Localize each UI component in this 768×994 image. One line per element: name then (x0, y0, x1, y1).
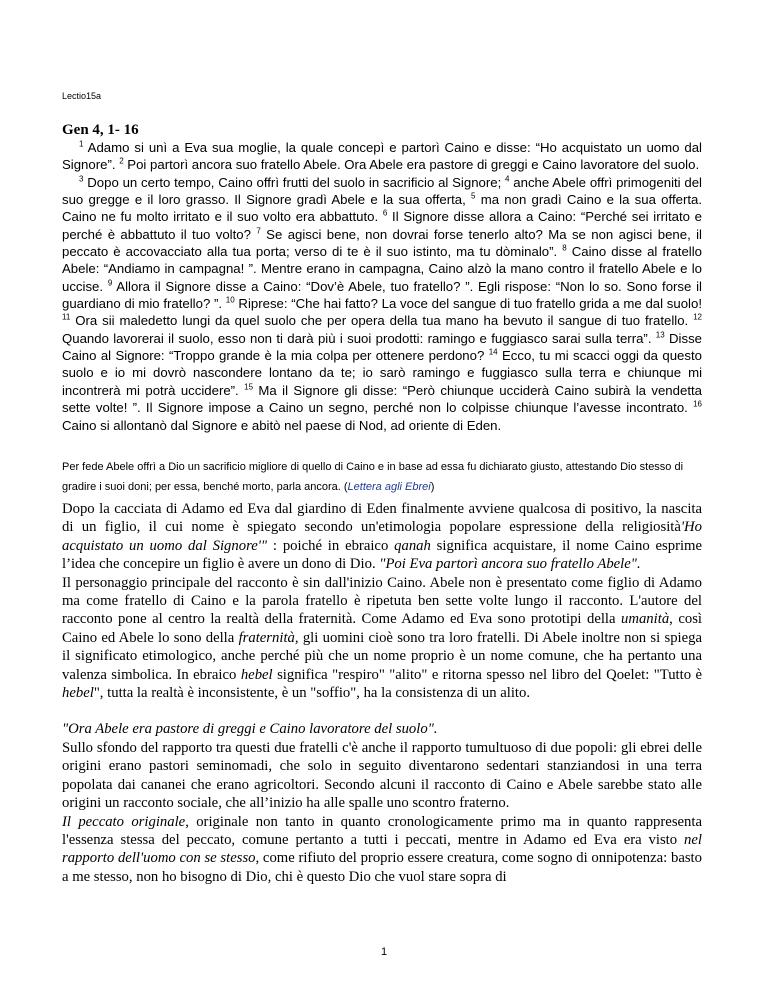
verse-text: Allora il Signore disse a Caino: “Dov’è Abele, tuo fratello? ”. Egli rispose: “Non lo so. Sono forse il guardiano di mio fratello? ”. (62, 278, 702, 312)
text-run: : poiché in ebraico (267, 537, 395, 554)
italic-run: nel rapporto dell'uomo con se stesso (62, 831, 702, 867)
verse-text: Quando lavorerai il suolo, esso non ti darà più i suoi prodotti: ramingo e fuggiasco sarai sulla terra”. (62, 330, 656, 346)
italic-run: hebel (62, 685, 94, 702)
verse-number: 1 (79, 139, 84, 149)
verse-number: 10 (225, 295, 235, 305)
italic-run: "Ora Abele era pastore di greggi e Caino lavoratore del suolo". (62, 721, 438, 738)
bible-passage (62, 139, 702, 434)
text-run: significa "respiro" "alito" e ritorna spesso nel libro del Qoelet: "Tutto è (272, 666, 702, 683)
text-run: Sullo sfondo del rapporto tra questi due fratelli c'è anche il rapporto tumultuoso di due popoli: gli ebrei delle origini erano pastori seminomadi, che solo in seguito diventarono sedentari stanziandosi in una terra popolata dai cananei che erano agricoltori. Secondo alcuni il racconto di Caino e Abele sarebbe stato alle origini un racconto sociale, che all’inizio ha alle spalle uno scontro fraterno. (62, 739, 702, 812)
verse-text: Se agisci bene, non dovrai forse tenerlo alto? Ma se non agisci bene, il peccato è accovacciato alla tua porta; verso di te è il suo istinto, ma tu dòminalo”. (62, 226, 702, 260)
commentary-paragraph-4 (62, 813, 702, 887)
quote-close: ) (430, 481, 435, 493)
verse-number: 2 (119, 156, 124, 166)
verse-text: Adamo si unì a Eva sua moglie, la quale concepì e partorì Caino e disse: “Ho acquistato un uomo dal Signore”. (62, 140, 702, 173)
verse-text: Riprese: “Che hai fatto? La voce del sangue di tuo fratello grida a me dal suolo! (234, 296, 702, 312)
commentary-paragraph-3 (62, 720, 702, 812)
text-run: ", tutta la realtà è inconsistente, è un "soffio", ha la consistenza di un alito. (93, 685, 530, 702)
passage-title: Gen 4, 1- 16 (62, 122, 139, 138)
text-run: , come rifiuto del proprio essere creatura, come sogno di onnipotenza: basto a me stesso, non ho bisogno di Dio, chi è questo Dio che vuol stare sopra di (62, 850, 702, 885)
verse-number: 12 (693, 313, 702, 323)
verse-number: 5 (471, 191, 476, 201)
bible-paragraph-1 (62, 139, 702, 174)
text-run: gli uomini cioè sono tra loro fratelli. Di Abele inoltre non si spiega il significato etimologico, anche perché più che un nome proprio è un nome comune, che ha pertanto una valenza simbolica. In ebraico (62, 629, 703, 683)
text-run: , originale non tanto in quanto cronologicamente primo ma in quanto rappresenta l'essenza stessa del peccato, comune pertanto a tutti i peccati, mentre in Adamo ed Eva era visto (62, 813, 702, 848)
italic-run: fraternità, (238, 629, 299, 646)
verse-number: 15 (244, 382, 254, 392)
header-label: Lectio15a (62, 91, 102, 101)
text-run: Il personaggio principale del racconto è sin dall'inizio Caino. Abele non è presentato come figlio di Adamo ma come fratello di Caino e la parola fratello è ripetuta ben sette volte lungo il racconto. L'autore del racconto pone al centro la realtà della fraternità. Come Adamo ed Eva sono prototipi della (62, 574, 702, 628)
epigraph-quote (62, 457, 702, 497)
verse-number: 4 (505, 174, 510, 184)
verse-text: Caino si allontanò dal Signore e abitò nel paese di Nod, ad oriente di Eden. (62, 417, 502, 433)
verse-number: 3 (79, 174, 84, 184)
italic-run: hebel (240, 666, 273, 683)
verse-number: 8 (562, 243, 567, 253)
verse-text: Ecco, tu mi scacci oggi da questo suolo e io mi dovrò nascondere lontano da te; io sarò ramingo e fuggiasco sulla terra e chiunque mi incontrerà mi potrà uccidere”. (62, 348, 702, 398)
italic-run: "Poi Eva partorì ancora suo fratello Abele". (379, 556, 641, 573)
verse-text: Il Signore disse allora a Caino: “Perché sei irritato e perché è abbattuto il tuo volto? (62, 209, 702, 242)
quote-text: Per fede Abele offrì a Dio un sacrificio migliore di quello di Caino e in base ad essa fu dichiarato giusto, attestando Dio stesso di gradire i suoi doni; per essa, benché morto, parla ancora. ( (62, 461, 684, 493)
quote-source-link[interactable]: Lettera agli Ebrei (347, 481, 431, 493)
verse-text: Caino disse al fratello Abele: “Andiamo in campagna! ”. Mentre erano in campagna, Caino alzò la mano contro il fratello Abele e lo uccise. (62, 244, 702, 294)
verse-number: 7 (256, 226, 261, 236)
verse-number: 13 (655, 330, 665, 340)
text-run: , così Caino ed Abele lo sono della (62, 611, 702, 646)
italic-run: Il peccato originale (62, 813, 186, 830)
verse-text: Poi partorì ancora suo fratello Abele. Ora Abele era pastore di greggi e Caino lavoratore del suolo. (123, 157, 700, 173)
bible-paragraph-2 (62, 174, 702, 434)
page-number: 1 (380, 946, 388, 958)
verse-number: 9 (107, 278, 113, 288)
text-run: Dopo la cacciata di Adamo ed Eva dal giardino di Eden finalmente avviene qualcosa di positivo, la nascita di un figlio, il cui nome è spiegato secondo un'etimologia popolare espressione della religiosità (62, 501, 702, 536)
verse-number: 6 (382, 208, 388, 218)
verse-text: Ora sii maledetto lungi da quel suolo che per opera della tua mano ha bevuto il sangue di tuo fratello. (70, 313, 694, 329)
verse-text: anche Abele offrì primogeniti del suo gregge e il loro grasso. Il Signore gradì Abele e la sua offerta, (62, 174, 702, 208)
paragraph-gap (62, 702, 702, 720)
verse-number: 16 (693, 399, 702, 409)
verse-text: Disse Caino al Signore: “Troppo grande è la mia colpa per ottenere perdono? (62, 330, 702, 364)
commentary-paragraph-2 (62, 574, 702, 703)
italic-run: 'Ho acquistato un uomo dal Signore'" (62, 519, 702, 554)
italic-run: umanità (621, 611, 670, 628)
verse-text: ma non gradì Caino e la sua offerta. Caino ne fu molto irritato e il suo volto era abbattuto. (62, 192, 702, 225)
verse-text: Dopo un certo tempo, Caino offrì frutti del suolo in sacrificio al Signore; (83, 174, 506, 190)
verse-number: 11 (62, 313, 71, 323)
commentary (62, 500, 702, 886)
verse-text: Ma il Signore gli disse: “Però chiunque ucciderà Caino subirà la vendetta sette volte! ”. Il Signore impose a Caino un segno, perché non lo colpisse chiunque l’avesse incontrato. (62, 382, 702, 416)
text-run: significa acquistare, il nome Caino esprime l’idea che concepire un figlio è avere un dono di Dio. (62, 537, 702, 573)
verse-number: 14 (488, 347, 498, 357)
italic-run: qanah (394, 537, 431, 554)
commentary-paragraph-1 (62, 500, 702, 574)
